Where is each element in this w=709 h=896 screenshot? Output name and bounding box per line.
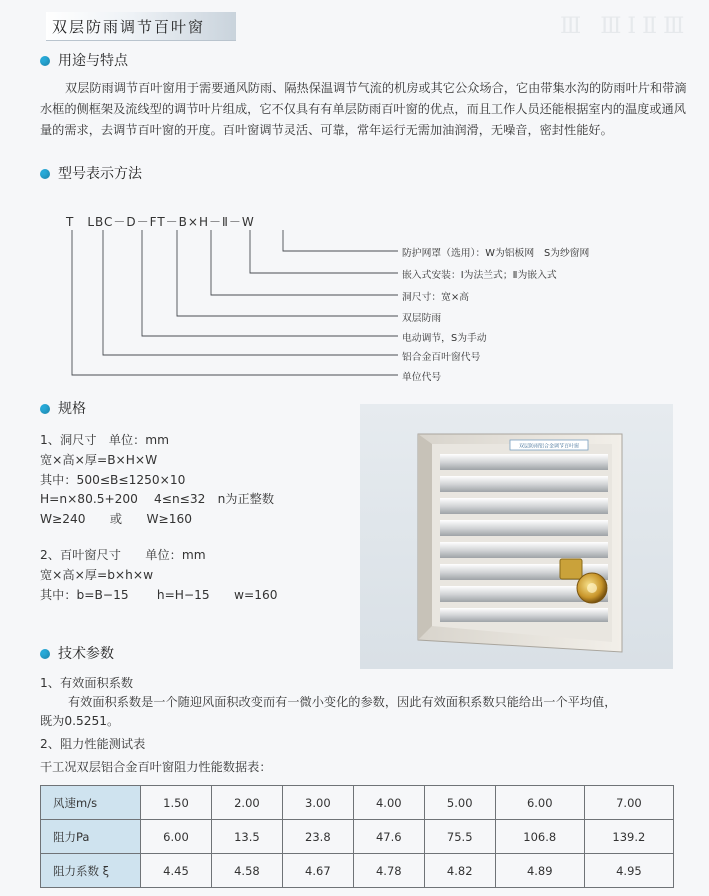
legend-item: 嵌入式安装：Ⅰ为法兰式；Ⅱ为嵌入式: [402, 270, 557, 281]
bullet-icon: [40, 404, 50, 414]
table-row: [41, 820, 674, 854]
table-cell: 139.2: [584, 820, 673, 854]
usage-paragraph: 双层防雨调节百叶窗用于需要通风防雨、隔热保温调节气流的机房或其它公众场合，它由带集水沟的防雨叶片和带滴水框的侧框架及流线型的调节叶片组成，它不仅具有有单层防雨百叶窗的优点，而且工作人员还能根据室内的温度或通风量的需求，去调节百叶窗的开度。百叶窗调节灵活、可靠，常年运行无需加油润滑，无噪音，密封性能好。: [40, 81, 687, 137]
table-cell: 4.82: [424, 854, 495, 888]
leader-line: [142, 230, 398, 336]
spec-line: H=n×80.5+200 4≤n≤32 n为正整数: [40, 492, 275, 506]
table-cell: 23.8: [282, 820, 353, 854]
table-cell: 1.50: [141, 786, 212, 820]
table-cell: 4.45: [141, 854, 212, 888]
row-header: 风速m/s: [41, 786, 141, 820]
table-cell: 5.00: [424, 786, 495, 820]
table-caption: 干工况双层铝合金百叶窗阻力性能数据表：: [40, 760, 272, 774]
table-cell: 47.6: [353, 820, 424, 854]
section-heading-text: 用途与特点: [58, 53, 128, 69]
photo-label: 双层防雨铝合金调节百叶窗: [518, 443, 580, 450]
leader-line: [211, 230, 398, 295]
param-item-title: 2、阻力性能测试表: [40, 737, 146, 751]
leader-line: [283, 230, 398, 251]
legend-item: 电动调节，S为手动: [402, 333, 487, 344]
legend-item: 单位代号: [402, 372, 442, 383]
decorative-watermark: Ⅲ ⅢⅠⅡⅢ: [560, 14, 691, 39]
table-cell: 4.95: [584, 854, 673, 888]
param-item-text: 有效面积系数是一个随迎风面积改变而有一微小变化的参数，因此有效面积系数只能给出一个平均值，: [68, 695, 617, 709]
table-cell: 3.00: [282, 786, 353, 820]
leader-line: [250, 230, 398, 273]
param-item-title: 1、有效面积系数: [40, 676, 134, 690]
section-heading-spec: [40, 398, 86, 418]
spec-line: 其中：500≤B≤1250×10: [40, 473, 186, 487]
section-heading-tech: [40, 643, 114, 663]
table-cell: 2.00: [211, 786, 282, 820]
table-cell: 4.58: [211, 854, 282, 888]
section-heading-text: 型号表示方法: [58, 166, 142, 182]
legend-item: 铝合金百叶窗代号: [402, 352, 481, 363]
spec-line: W≥240 或 W≥160: [40, 512, 192, 526]
spec-line: 1、洞尺寸 单位：mm: [40, 433, 169, 447]
page-title: 双层防雨调节百叶窗: [52, 18, 206, 36]
resistance-table: [40, 785, 674, 888]
table-cell: 4.00: [353, 786, 424, 820]
table-cell: 4.89: [495, 854, 584, 888]
spec-line: 宽×高×厚=B×H×W: [40, 453, 158, 467]
spec-line: 其中：b=B−15 h=H−15 w=160: [40, 588, 278, 602]
leader-line: [72, 230, 398, 375]
table-row: [41, 854, 674, 888]
table-cell: 13.5: [211, 820, 282, 854]
row-header: 阻力Pa: [41, 820, 141, 854]
table-cell: 6.00: [495, 786, 584, 820]
table-cell: 6.00: [141, 820, 212, 854]
table-cell: 4.78: [353, 854, 424, 888]
param-item-text: 既为0.5251。: [40, 714, 120, 728]
product-photo: [360, 404, 673, 669]
legend-item: 洞尺寸：宽×高: [402, 292, 469, 303]
spec-line: 宽×高×厚=b×h×w: [40, 568, 154, 582]
section-heading-text: 规格: [58, 401, 86, 417]
table-row: [41, 786, 674, 820]
table-cell: 75.5: [424, 820, 495, 854]
bullet-icon: [40, 649, 50, 659]
legend-item: 防护网罩（选用）：W为铝板网 S为纱窗网: [402, 248, 590, 259]
spec-line: 2、百叶窗尺寸 单位：mm: [40, 548, 206, 562]
model-code: T LBC－D－FT－B×H－Ⅱ－W: [66, 215, 255, 229]
table-cell: 4.67: [282, 854, 353, 888]
louver-illustration: [360, 404, 673, 669]
table-cell: 106.8: [495, 820, 584, 854]
section-heading-text: 技术参数: [58, 646, 114, 662]
table-cell: 7.00: [584, 786, 673, 820]
row-header: 阻力系数 ξ: [41, 854, 141, 888]
legend-item: 双层防雨: [402, 313, 442, 324]
